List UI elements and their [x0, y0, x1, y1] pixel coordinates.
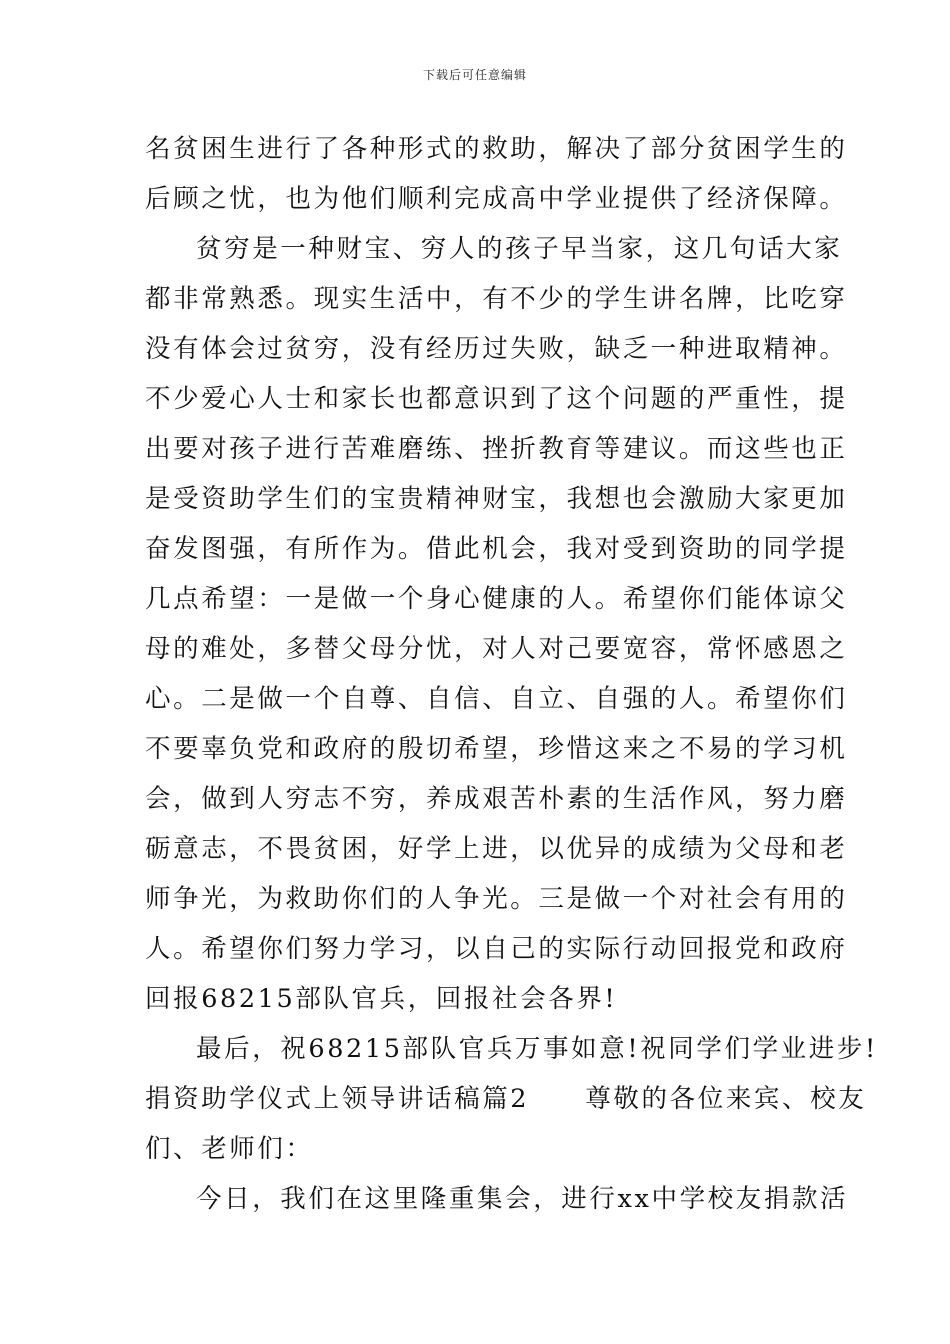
body-line: 后顾之忧，也为他们顺利完成高中学业提供了经济保障。 — [145, 184, 848, 214]
body-line: 贫穷是一种财宝、穷人的孩子早当家，这几句话大家 — [196, 234, 843, 264]
body-line: 是受资助学生们的宝贵精神财宝，我想也会激励大家更加 — [145, 484, 848, 514]
body-line: 母的难处，多替父母分忧，对人对己要宽容，常怀感恩之 — [145, 634, 848, 664]
header-note: 下载后可任意编辑 — [422, 68, 527, 82]
body-line: 没有体会过贫穷，没有经历过失败，缺乏一种进取精神。 — [145, 334, 848, 364]
body-line: 出要对孩子进行苦难磨练、挫折教育等建议。而这些也正 — [145, 434, 848, 464]
section-title-line: 捐资助学仪式上领导讲话稿篇2 尊敬的各位来宾、校友 — [145, 1084, 867, 1114]
body-line: 会，做到人穷志不穷，养成艰苦朴素的生活作风，努力磨 — [145, 784, 848, 814]
body-line: 心。二是做一个自尊、自信、自立、自强的人。希望你们 — [145, 684, 848, 714]
body-line: 今日，我们在这里隆重集会，进行xx中学校友捐款活 — [196, 1184, 849, 1214]
body-line: 回报68215部队官兵，回报社会各界! — [145, 984, 618, 1014]
body-line: 奋发图强，有所作为。借此机会，我对受到资助的同学提 — [145, 534, 848, 564]
body-line: 名贫困生进行了各种形式的救助，解决了部分贫困学生的 — [145, 134, 848, 164]
body-line: 砺意志，不畏贫困，好学上进，以优异的成绩为父母和老 — [145, 834, 848, 864]
body-line: 人。希望你们努力学习，以自己的实际行动回报党和政府 — [145, 934, 848, 964]
body-line: 不少爱心人士和家长也都意识到了这个问题的严重性，提 — [145, 384, 848, 414]
body-line: 师争光，为救助你们的人争光。三是做一个对社会有用的 — [145, 884, 848, 914]
body-line: 们、老师们： — [145, 1134, 314, 1164]
body-line: 都非常熟悉。现实生活中，有不少的学生讲名牌，比吃穿 — [145, 284, 848, 314]
body-line: 最后，祝68215部队官兵万事如意!祝同学们学业进步! — [196, 1034, 878, 1064]
body-line: 不要辜负党和政府的殷切希望，珍惜这来之不易的学习机 — [145, 734, 848, 764]
body-line: 几点希望：一是做一个身心健康的人。希望你们能体谅父 — [145, 584, 848, 614]
